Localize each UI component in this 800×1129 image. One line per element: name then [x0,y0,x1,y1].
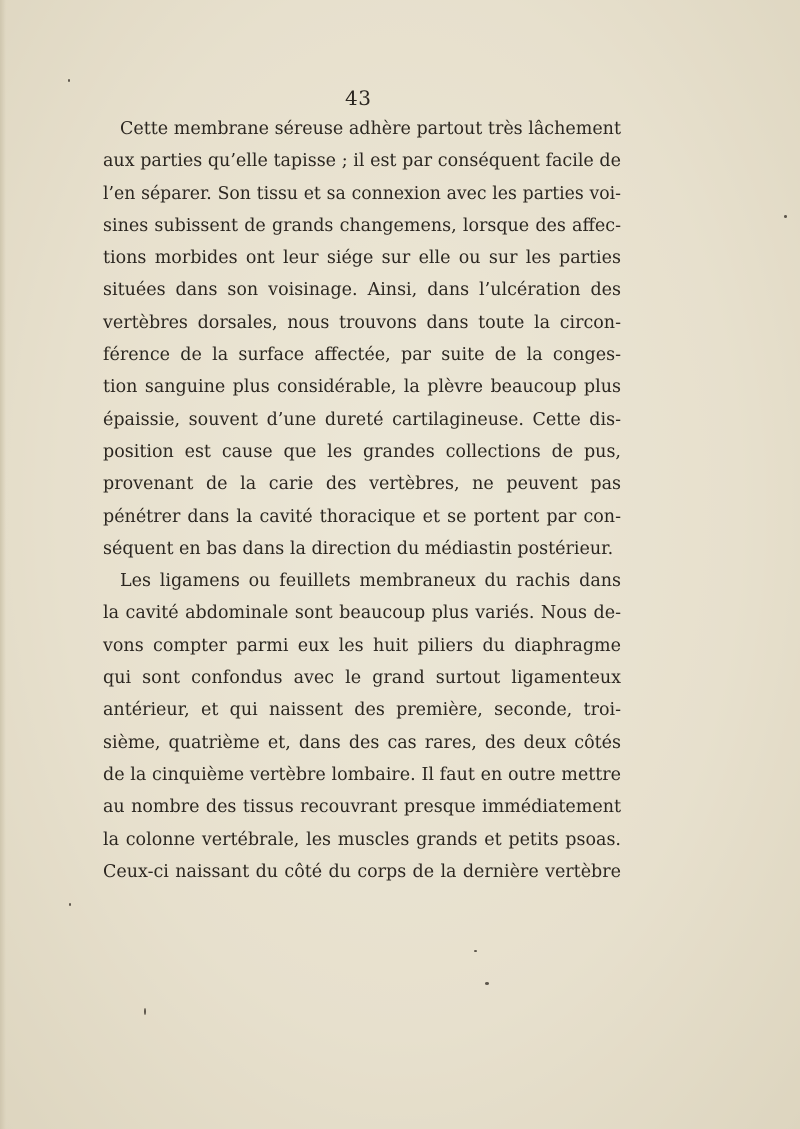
text-line: vons compter parmi eux les huit piliers du diaphragme [103,635,621,656]
text-line: la colonne vertébrale, les muscles grands et petits psoas. [103,829,621,850]
paper-speck [474,950,477,952]
text-line: pénétrer dans la cavité thoracique et se portent par con- [103,506,621,527]
text-line: férence de la surface affectée, par suite de la conges- [103,345,621,366]
text-line: position est cause que les grandes collections de pus, [103,441,621,462]
text-line: tions morbides ont leur siége sur elle ou sur les parties [103,248,621,269]
text-line: Ceux-ci naissant du côté du corps de la dernière vertèbre [103,861,621,882]
text-line: Les ligamens ou feuillets membraneux du rachis dans [120,571,621,592]
text-line: antérieur, et qui naissent des première, seconde, troi- [103,700,621,721]
text-line: de la cinquième vertèbre lombaire. Il faut en outre mettre [103,764,621,785]
text-line: épaissie, souvent d’une dureté cartilagineuse. Cette dis- [103,409,621,430]
body-text [103,113,621,888]
text-line: l’en séparer. Son tissu et sa connexion avec les parties voi- [103,183,621,204]
text-line: tion sanguine plus considérable, la plèvre beaucoup plus [103,377,621,398]
paper-speck [144,1008,146,1015]
text-line: situées dans son voisinage. Ainsi, dans l’ulcération des [103,280,621,301]
text-line: vertèbres dorsales, nous trouvons dans toute la circon- [103,312,621,333]
paper-speck [784,215,787,218]
paper-speck [68,79,70,82]
page-edge-shadow [0,0,6,1129]
text-line: la cavité abdominale sont beaucoup plus variés. Nous de- [103,603,621,624]
paper-speck [485,982,489,985]
text-line: au nombre des tissus recouvrant presque immédiatement [103,797,621,818]
text-line: sième, quatrième et, dans des cas rares, des deux côtés [103,732,621,753]
text-line: provenant de la carie des vertèbres, ne peuvent pas [103,474,621,495]
paper-speck [69,903,71,906]
page-number: 43 [345,86,372,110]
text-line: qui sont confondus avec le grand surtout ligamenteux [103,668,621,689]
text-line: séquent en bas dans la direction du médiastin postérieur. [103,538,614,559]
text-line: aux parties qu’elle tapisse ; il est par conséquent facile de [103,151,621,172]
text-line: Cette membrane séreuse adhère partout très lâchement [120,119,621,139]
text-line: sines subissent de grands changemens, lorsque des affec- [103,215,621,236]
